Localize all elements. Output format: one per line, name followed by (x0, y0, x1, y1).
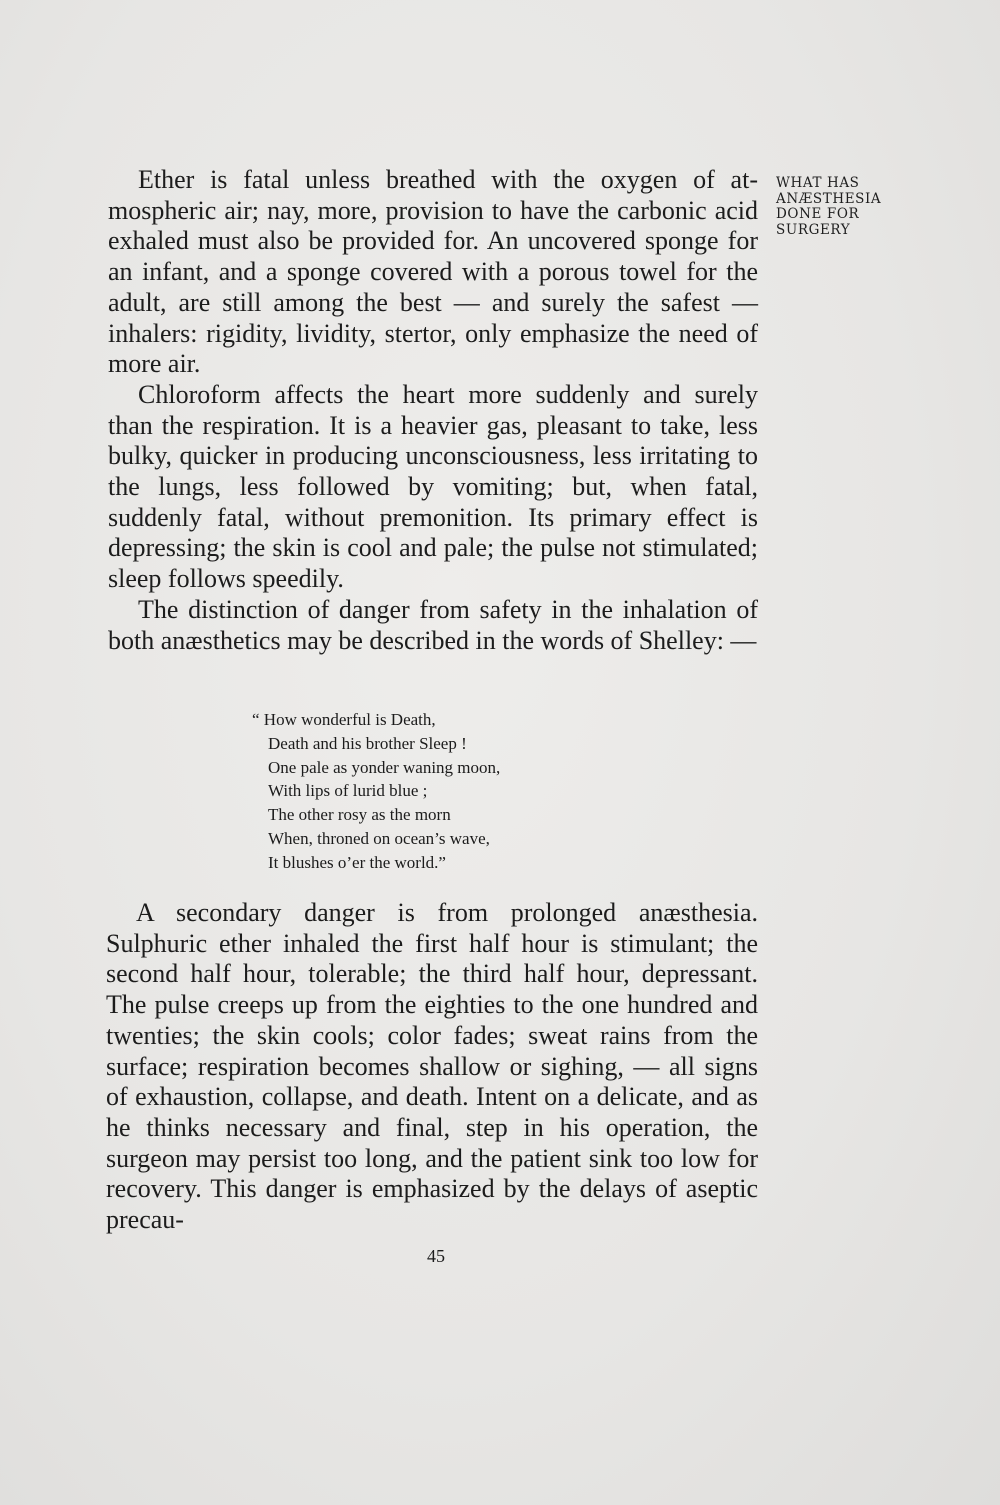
verse-line: “ How wonderful is Death, (252, 710, 436, 729)
paragraph: A secondary danger is from prolonged anæsthesia. Sulphuric ether inhaled the first half hour is stimulant; the second half hour, tolerable; the third half hour, depressant. The pulse creeps up from the eighties to the one hundred and twenties; the skin cools; color fades; sweat rains from the surface; respiration becomes shallow or sighing, — all signs of exhaustion, collapse, and death. Intent on a delicate, and as he thinks necessary and final, step in his operation, the surgeon may persist too long, and the patient sink too low for recovery. This danger is emphasized by the delays of aseptic precau- (106, 898, 758, 1235)
body-text-continued (106, 898, 758, 1236)
verse-line: Death and his brother Sleep ! (268, 733, 467, 753)
quoted-verse (252, 708, 648, 875)
margin-note-line: DONE FOR (776, 206, 860, 222)
page-number: 45 (427, 1246, 445, 1266)
verse-line: When, throned on ocean’s wave, (268, 828, 490, 848)
verse-line: With lips of lurid blue ; (268, 781, 428, 801)
margin-note (776, 176, 906, 238)
margin-note-line: WHAT HAS (776, 175, 860, 191)
verse-line: One pale as yonder waning moon, (268, 757, 501, 777)
verse-line: It blushes o’er the world.” (268, 852, 446, 872)
margin-note-line: ANÆSTHESIA (776, 190, 882, 207)
verse-line: The other rosy as the morn (268, 805, 451, 825)
paragraph: Ether is fatal unless breathed with the oxygen of atmospheric air; nay, more, provision to have the carbonic acid exhaled must also be provided for. An uncovered sponge for an infant, and a sponge covered with a porous towel for the adult, are still among the best — and surely the safest — inhalers: rigidity, lividity, stertor, only emphasize the need of more air. (108, 165, 758, 379)
paragraph: The distinction of danger from safety in the inhalation of both anæsthetics may be described in the words of Shelley: — (108, 594, 758, 655)
paragraph: Chloroform affects the heart more suddenly and surely than the respiration. It is a heavier gas, pleasant to take, less bulky, quicker in producing unconsciousness, less irritating to the lungs, less followed by vomiting; but, when fatal, suddenly fatal, without premonition. Its primary effect is depressing; the skin is cool and pale; the pulse not stimulated; sleep follows speedily. (108, 379, 758, 594)
margin-note-line: SURGERY (776, 221, 851, 238)
body-text (108, 165, 758, 656)
